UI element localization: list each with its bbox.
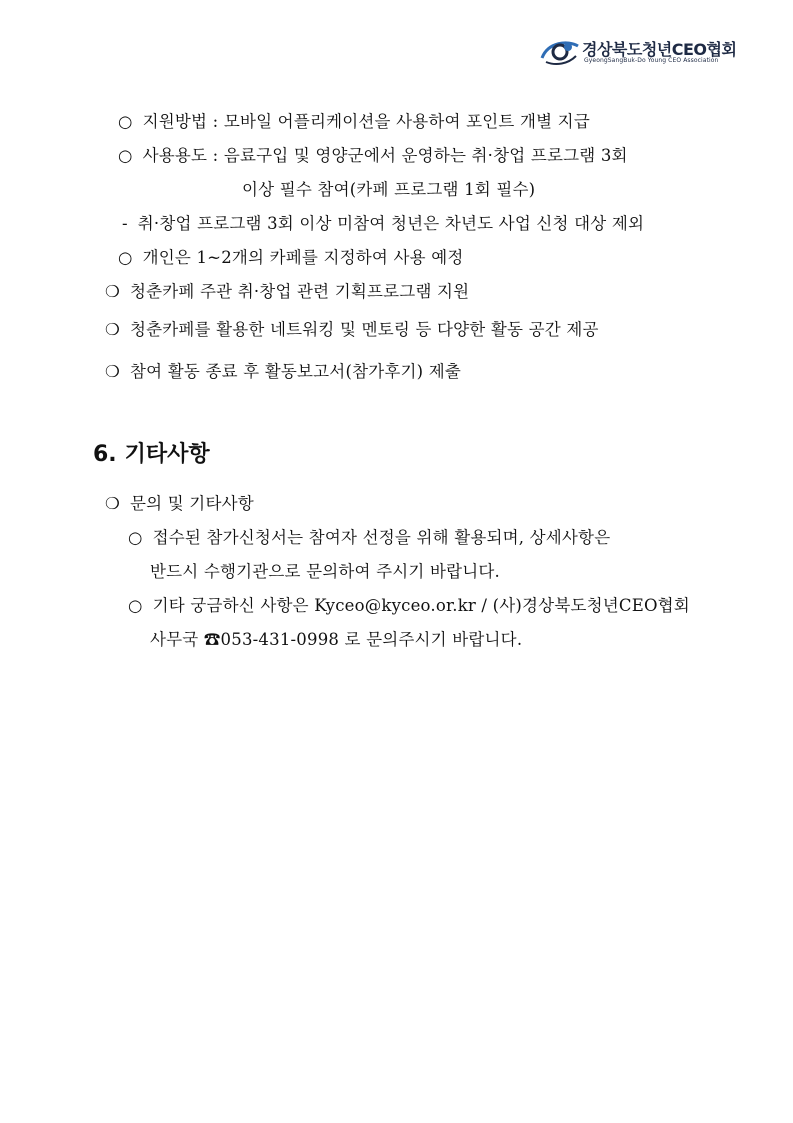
list-item-text: 사무국 ☎053-431-0998 로 문의주시기 바랍니다.: [150, 630, 523, 649]
association-logo: [538, 36, 748, 68]
section-heading: [93, 437, 210, 468]
list-item: [242, 176, 535, 200]
list-marker: ○: [118, 248, 133, 267]
logo-name: 경상북도청년CEO협회: [582, 40, 737, 59]
section-number: 6.: [93, 442, 117, 467]
list-item: [150, 558, 500, 582]
list-marker: ○: [118, 112, 133, 131]
list-item: [105, 278, 469, 302]
list-item-text: 이상 필수 참여(카페 프로그램 1회 필수): [242, 180, 536, 199]
list-item: [118, 142, 628, 166]
list-item-text: 반드시 수행기관으로 문의하여 주시기 바랍니다.: [150, 562, 501, 581]
list-marker: ❍: [105, 320, 120, 339]
logo-emblem-icon: [538, 36, 582, 68]
list-item: [118, 108, 590, 132]
list-item: [105, 316, 599, 340]
list-item: [128, 524, 610, 548]
list-marker: ○: [128, 528, 143, 547]
list-item: [122, 210, 644, 234]
list-item: [128, 592, 690, 616]
list-marker: -: [122, 214, 128, 233]
list-marker: ○: [128, 596, 143, 615]
section-title: 기타사항: [124, 442, 210, 467]
list-item: [105, 490, 254, 514]
list-item-text: 참여 활동 종료 후 활동보고서(참가후기) 제출: [130, 362, 462, 381]
list-item-text: 사용용도 : 음료구입 및 영양군에서 운영하는 취·창업 프로그램 3회: [142, 146, 628, 165]
list-marker: ○: [118, 146, 133, 165]
list-item-text: 취·창업 프로그램 3회 이상 미참여 청년은 차년도 사업 신청 대상 제외: [137, 214, 645, 233]
list-marker: ❍: [105, 282, 120, 301]
list-item-text: 문의 및 기타사항: [130, 494, 254, 513]
list-item-text: 개인은 1~2개의 카페를 지정하여 사용 예정: [142, 248, 464, 267]
list-item: [118, 244, 463, 268]
list-marker: ❍: [105, 494, 120, 513]
list-item-text: 청춘카페 주관 취·창업 관련 기획프로그램 지원: [130, 282, 470, 301]
list-item: [105, 358, 461, 382]
logo-subtitle: GyeongSangBuk-Do Young CEO Association: [584, 57, 719, 64]
list-marker: ❍: [105, 362, 120, 381]
list-item-text: 지원방법 : 모바일 어플리케이션을 사용하여 포인트 개별 지급: [142, 112, 590, 131]
list-item-text: 기타 궁금하신 사항은 Kyceo@kyceo.or.kr / (사)경상북도청년CEO협회: [152, 596, 690, 615]
list-item-text: 청춘카페를 활용한 네트워킹 및 멘토링 등 다양한 활동 공간 제공: [130, 320, 599, 339]
list-item-text: 접수된 참가신청서는 참여자 선정을 위해 활용되며, 상세사항은: [152, 528, 611, 547]
list-item: [150, 626, 522, 650]
